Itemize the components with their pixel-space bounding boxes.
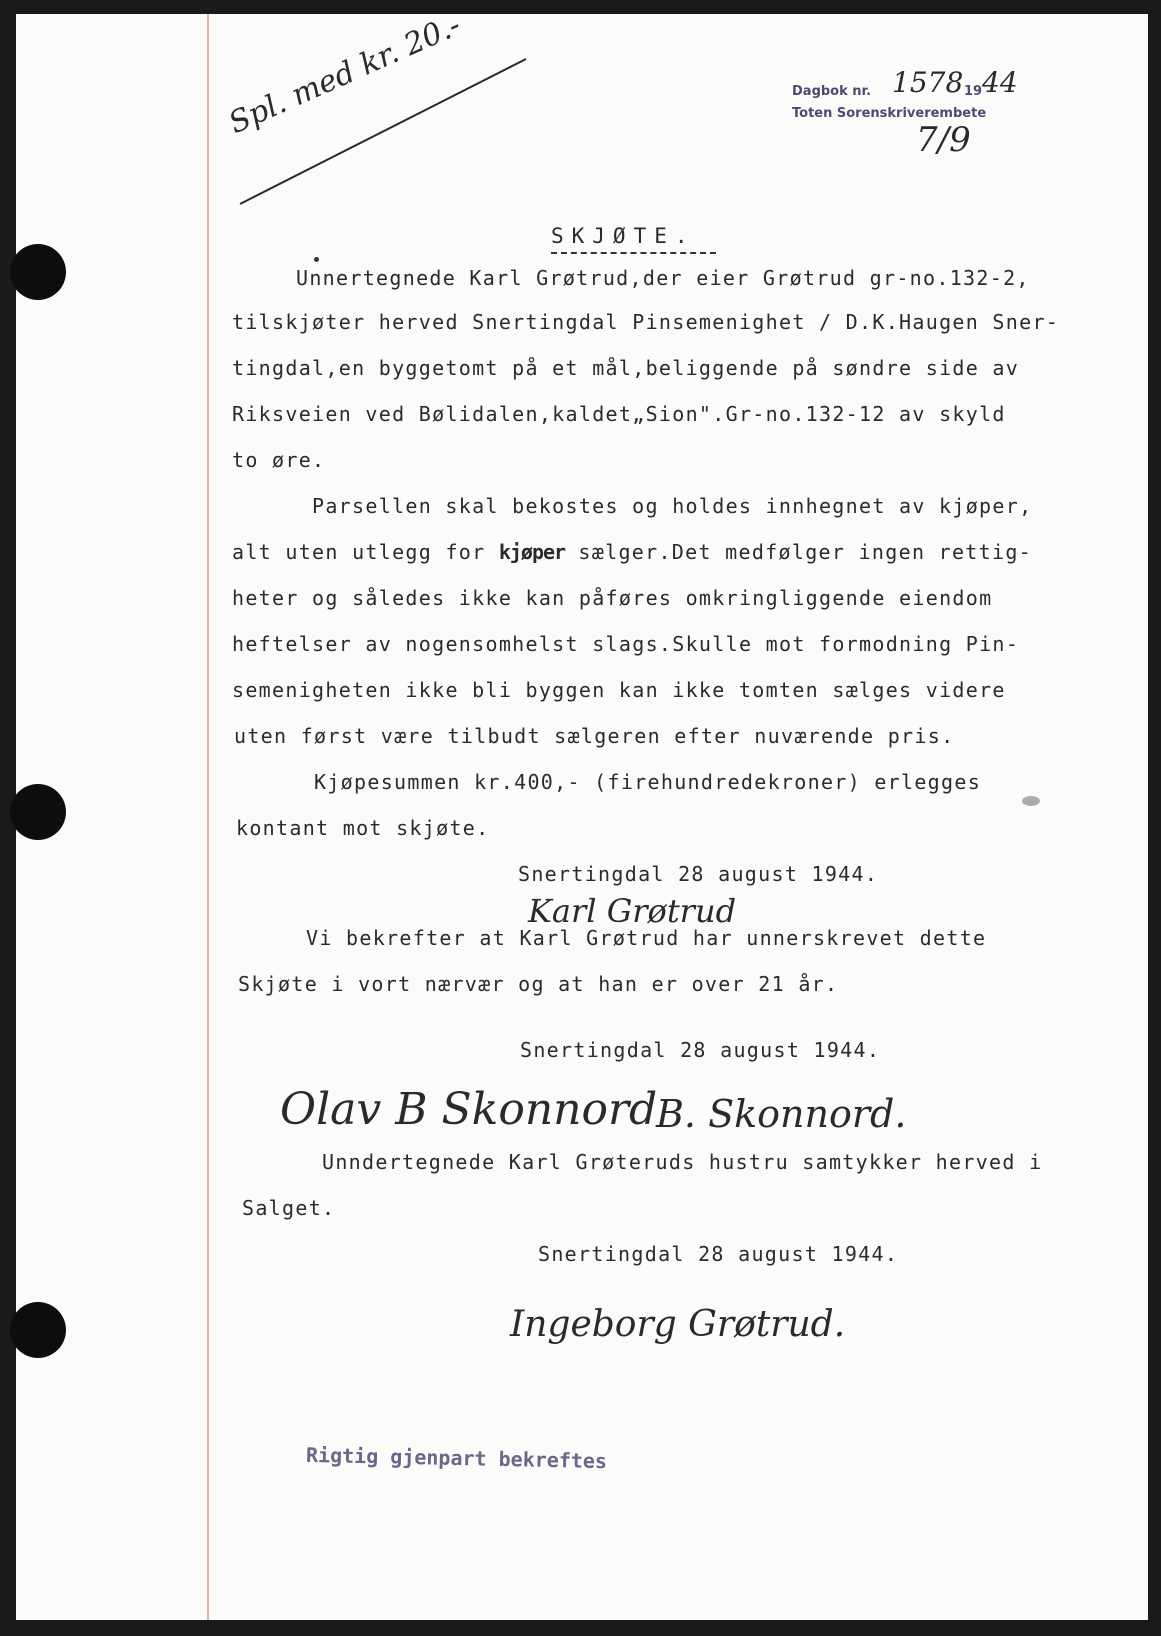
diary-year-suffix: 44 — [982, 66, 1018, 99]
certification-stamp: Rigtig gjenpart bekreftes — [305, 1442, 608, 1474]
text-line: heter og således ikke kan påføres omkringliggende eiendom — [232, 586, 993, 610]
diary-stamp-label: Dagbok nr. — [792, 84, 872, 99]
wife-signature: Ingeborg Grøtrud. — [510, 1304, 846, 1345]
diary-year-prefix: 19 — [964, 84, 983, 99]
date-line: Snertingdal 28 august 1944. — [520, 1038, 881, 1062]
document-page — [16, 7, 1148, 1620]
text-line: Salget. — [242, 1196, 336, 1220]
text-line: Riksveien ved Bølidalen,kaldet„Sion".Gr-no.132-12 av skyld — [232, 402, 1006, 426]
punch-hole — [10, 1302, 66, 1358]
text-line: to øre. — [232, 448, 326, 472]
document-title: SKJØTE. — [551, 224, 696, 248]
text-line: heftelser av nogensomhelst slags.Skulle mot formodning Pin- — [232, 632, 1020, 656]
text-line: Unndertegnede Karl Grøteruds hustru samtykker herved i — [322, 1150, 1043, 1174]
text-line: tilskjøter herved Snertingdal Pinsemenighet / D.K.Haugen Sner- — [232, 310, 1060, 334]
text-line: Skjøte i vort nærvær og at han er over 21 år. — [238, 972, 839, 996]
court-office-stamp: Toten Sorenskriverembete — [792, 106, 987, 121]
bullet-mark — [314, 257, 319, 262]
text-line: Vi bekrefter at Karl Grøtrud har unnerskrevet dette — [306, 926, 987, 950]
text-line: tingdal,en byggetomt på et mål,beliggende på søndre side av — [232, 356, 1020, 380]
title-underline — [551, 252, 716, 254]
text-line — [232, 540, 1032, 564]
stamp-date: 7/9 — [916, 120, 971, 160]
top-left-note-underline — [236, 54, 536, 214]
top-left-note: Spl. med kr. 20.- — [223, 7, 466, 142]
text-line: Kjøpesummen kr.400,- (firehundredekroner) erlegges — [314, 770, 982, 794]
ink-smudge — [1022, 796, 1040, 806]
diary-number: 1578 — [892, 66, 964, 99]
text-line: kontant mot skjøte. — [236, 816, 490, 840]
date-line: Snertingdal 28 august 1944. — [538, 1242, 899, 1266]
text-line: Unnertegnede Karl Grøtrud,der eier Grøtrud gr-no.132-2, — [296, 266, 1030, 290]
text-line: semenigheten ikke bli byggen kan ikke tomten sælges videre — [232, 678, 1006, 702]
struck-out-word: kjøper — [498, 540, 566, 564]
witness-signature: B. Skonnord. — [656, 1092, 907, 1136]
text-fragment: sælger.Det medfølger ingen rettig- — [578, 540, 1033, 564]
text-line: Parsellen skal bekostes og holdes innhegnet av kjøper, — [312, 494, 1033, 518]
punch-hole — [10, 784, 66, 840]
seller-signature: Karl Grøtrud — [528, 892, 737, 930]
date-line: Snertingdal 28 august 1944. — [518, 862, 879, 886]
text-fragment: alt uten utlegg for — [232, 540, 486, 564]
margin-line — [207, 14, 209, 1620]
text-line: uten først være tilbudt sælgeren efter nuværende pris. — [234, 724, 955, 748]
witness-signature: Olav B Skonnord — [280, 1084, 658, 1135]
punch-hole — [10, 244, 66, 300]
